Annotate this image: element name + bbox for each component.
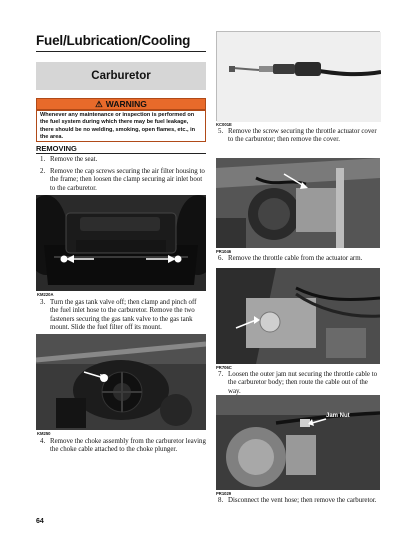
photo-caption: PR706C <box>216 365 232 370</box>
photo-air-filter-housing <box>36 195 206 291</box>
warning-heading: WARNING <box>105 99 147 109</box>
photo-gas-tank-valve <box>36 334 206 430</box>
photo-caption: KM250 <box>37 431 51 436</box>
step-text: Remove the cap screws securing the air filter housing to the frame; then loosen the clamp securing air inlet boot to the carburetor. <box>50 168 205 192</box>
photo-caption: KC001E <box>216 122 232 127</box>
step-number: 6. <box>218 255 224 262</box>
removing-heading: REMOVING <box>36 144 77 153</box>
step-6 <box>218 255 380 263</box>
step-8 <box>218 497 380 505</box>
step-text: Disconnect the vent hose; then remove the carburetor. <box>228 497 377 504</box>
page-number: 64 <box>36 518 44 525</box>
step-text: Remove the seat. <box>50 156 98 163</box>
step-text: Remove the choke assembly from the carburetor leaving the choke cable attached to the choke plunger. <box>50 438 206 454</box>
step-text: Loosen the outer jam nut securing the throttle cable to the carburetor body; then route the cable out of the way. <box>228 371 378 395</box>
photo-caption: KM220A <box>37 292 54 297</box>
photo-caption: PR1029 <box>216 491 232 496</box>
step-text: Remove the screw securing the throttle actuator cover to the carburetor; then remove the cover. <box>228 128 377 144</box>
step-number: 8. <box>218 497 224 504</box>
step-7 <box>218 371 380 396</box>
step-number: 1. <box>40 156 46 163</box>
step-number: 4. <box>40 438 46 445</box>
photo-throttle-actuator <box>216 158 380 248</box>
step-number: 5. <box>218 128 224 135</box>
step-4 <box>40 438 206 455</box>
title-rule <box>36 51 206 52</box>
subsection-title: Carburetor <box>36 62 206 90</box>
step-number: 3. <box>40 299 46 306</box>
step-text: Remove the throttle cable from the actuator arm. <box>228 255 363 262</box>
photo-actuator-arm <box>216 268 380 364</box>
heading-rule <box>36 153 206 154</box>
photo-caption: PR1046 <box>216 249 232 254</box>
photo-jam-nut <box>216 395 380 490</box>
jam-nut-callout: Jam Nut <box>326 413 350 419</box>
photo-throttle-cable <box>216 31 380 121</box>
step-3 <box>40 299 206 333</box>
step-1 <box>40 156 206 164</box>
warning-triangle-icon: ⚠ <box>95 98 103 109</box>
step-number: 2. <box>40 168 46 175</box>
warning-body: Whenever any maintenance or inspection is performed on the fuel system during which there may be fuel leakage, there should be no welding, smoking, open flames, etc., in the area. <box>36 110 206 142</box>
step-number: 7. <box>218 371 224 378</box>
step-2 <box>40 168 206 193</box>
step-5 <box>218 128 380 145</box>
warning-header <box>36 98 206 110</box>
step-text: Turn the gas tank valve off; then clamp and pinch off the fuel inlet hose to the carburetor. Remove the two fasteners securing the gas tank valve to the gas tank mount. Slide the fuel filter off its mount. <box>50 299 197 332</box>
section-title: Fuel/Lubrication/Cooling <box>36 33 191 48</box>
